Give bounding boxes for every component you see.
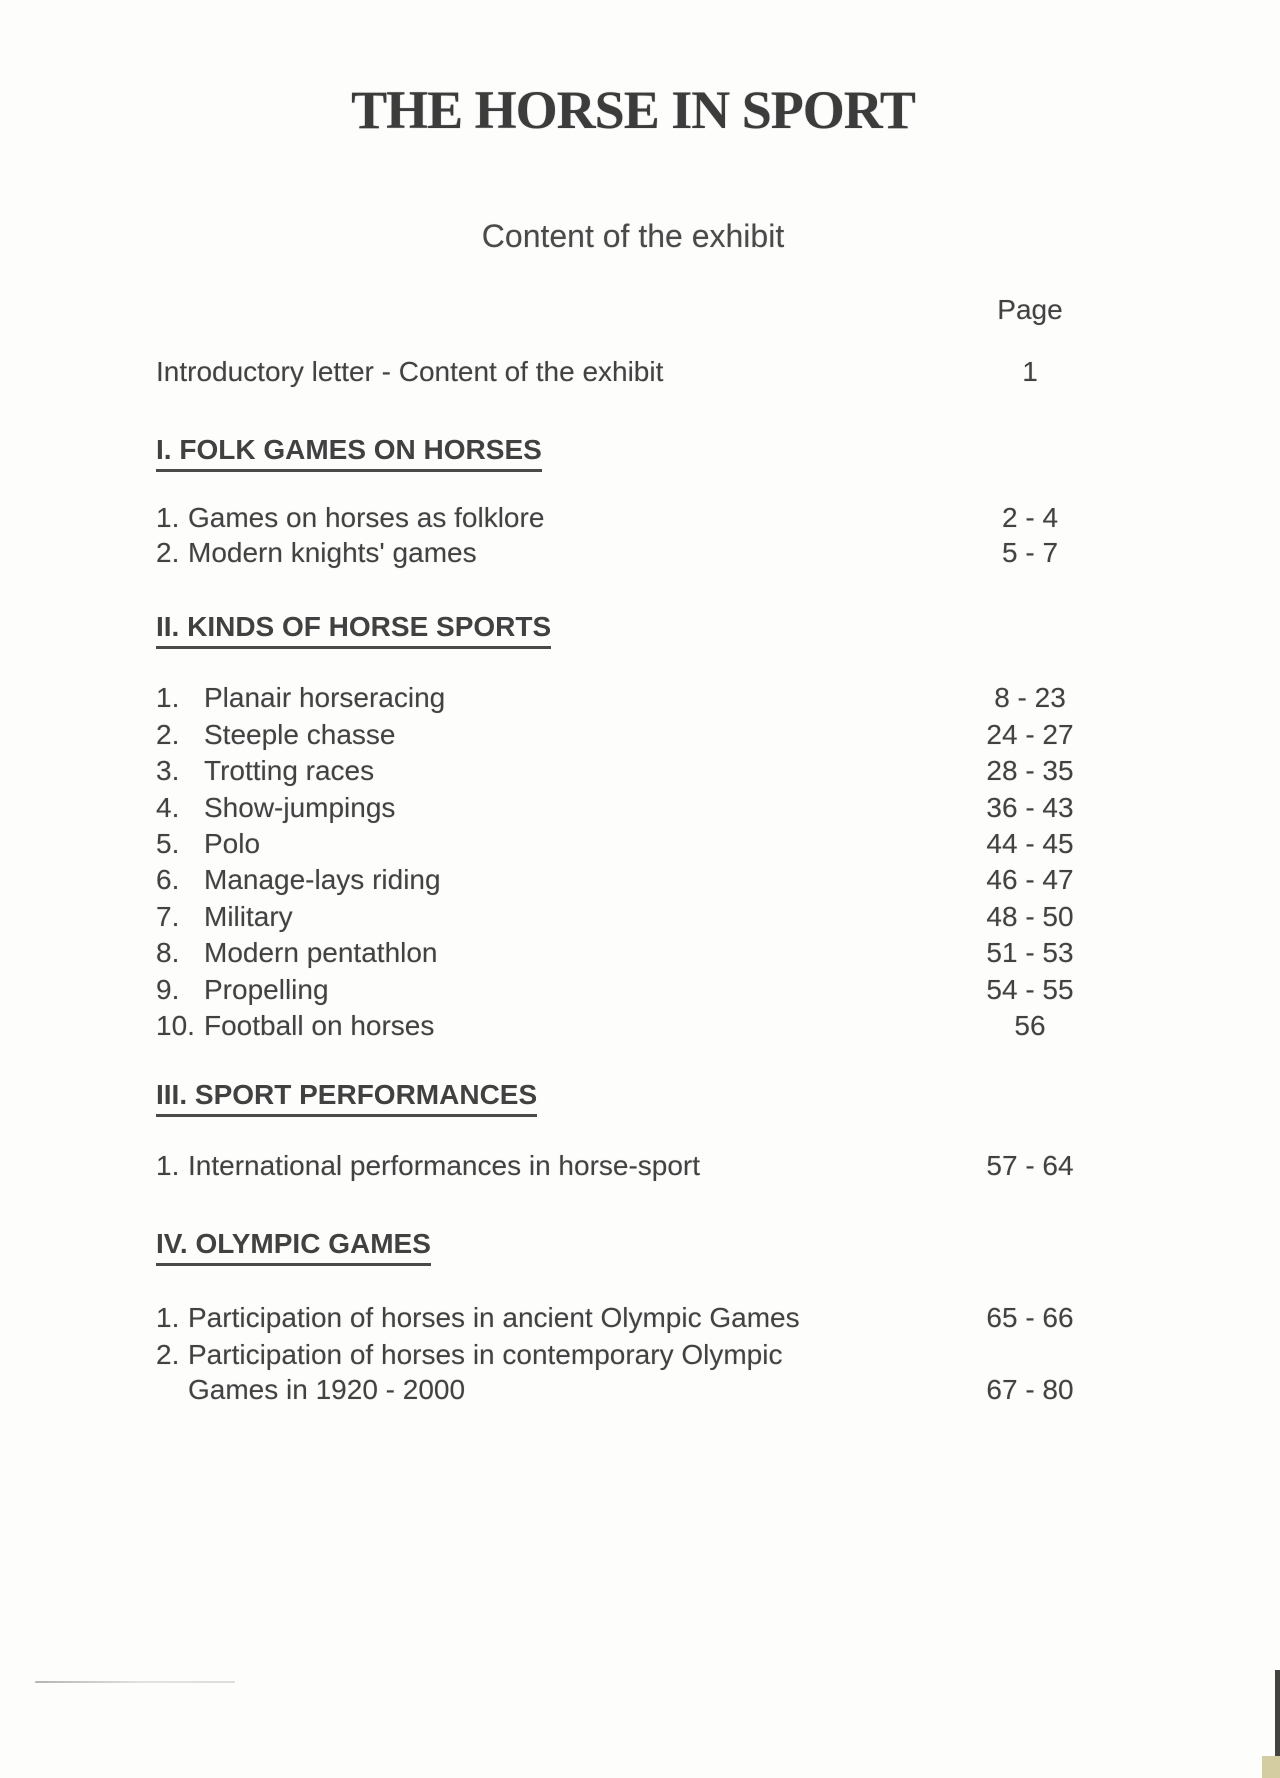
toc-entry-label: Trotting races — [204, 755, 375, 786]
toc-row — [0, 900, 1280, 934]
toc-row — [0, 1338, 1280, 1372]
toc-row — [0, 936, 1280, 970]
toc-row-intro — [0, 355, 1280, 389]
item-number: 2. — [156, 537, 180, 568]
toc-entry-pages: 24 - 27 — [986, 719, 1074, 750]
toc-entry-label: Modern pentathlon — [204, 937, 438, 968]
item-number: 8. — [156, 937, 180, 968]
toc-entry-pages: 8 - 23 — [994, 682, 1066, 713]
item-number: 1. — [156, 1150, 180, 1181]
section-heading-sport-performances: III. SPORT PERFORMANCES — [156, 1078, 537, 1112]
item-number: 3. — [156, 755, 180, 786]
document-subtitle: Content of the exhibit — [481, 218, 785, 254]
toc-entry-label: Participation of horses in ancient Olympic Games — [188, 1302, 800, 1333]
toc-row — [0, 754, 1280, 788]
toc-entry-pages: 57 - 64 — [986, 1150, 1074, 1181]
toc-row — [0, 827, 1280, 861]
toc-entry-pages: 67 - 80 — [986, 1374, 1074, 1405]
toc-entry-label: Military — [204, 901, 293, 932]
section-heading-folk-games: I. FOLK GAMES ON HORSES — [156, 433, 542, 467]
toc-row — [0, 718, 1280, 752]
section-heading-olympic-games: IV. OLYMPIC GAMES — [156, 1227, 431, 1261]
toc-entry-label: Steeple chasse — [204, 719, 396, 750]
item-number: 9. — [156, 974, 180, 1005]
item-number: 1. — [156, 502, 180, 533]
toc-row — [0, 1009, 1280, 1043]
scan-smudge-artifact — [35, 1681, 235, 1683]
toc-entry-pages: 51 - 53 — [986, 937, 1074, 968]
item-number: 7. — [156, 901, 180, 932]
toc-entry-pages: 28 - 35 — [986, 755, 1074, 786]
toc-entry-label: Polo — [204, 828, 261, 859]
page-column-header-row — [0, 293, 1280, 327]
toc-entry-pages: 54 - 55 — [986, 974, 1074, 1005]
toc-entry-label: Show-jumpings — [204, 792, 396, 823]
item-number: 1. — [156, 1302, 180, 1333]
item-number: 1. — [156, 682, 180, 713]
item-number: 10. — [156, 1010, 195, 1041]
toc-entry-label-continued: Games in 1920 - 2000 — [188, 1374, 466, 1405]
toc-entry-label: Modern knights' games — [188, 537, 477, 568]
toc-entry-label: Manage-lays riding — [204, 864, 441, 895]
scan-corner-artifact — [1262, 1756, 1280, 1778]
item-number: 5. — [156, 828, 180, 859]
toc-row — [0, 973, 1280, 1007]
toc-row — [0, 681, 1280, 715]
toc-row — [0, 863, 1280, 897]
toc-entry-pages: 2 - 4 — [1001, 502, 1059, 533]
toc-entry-pages: 56 — [1014, 1010, 1046, 1041]
toc-row — [0, 791, 1280, 825]
toc-row — [0, 1301, 1280, 1335]
toc-entry-label: International performances in horse-sport — [188, 1150, 701, 1181]
item-number: 6. — [156, 864, 180, 895]
toc-entry-pages: 65 - 66 — [986, 1302, 1074, 1333]
toc-entry-pages: 44 - 45 — [986, 828, 1074, 859]
toc-entry-label: Propelling — [204, 974, 329, 1005]
toc-row — [0, 536, 1280, 570]
section-heading-kinds-of-horse-sports: II. KINDS OF HORSE SPORTS — [156, 610, 551, 644]
toc-row — [0, 501, 1280, 535]
document-title: THE HORSE IN SPORT — [351, 80, 915, 140]
page-column-header: Page — [997, 294, 1063, 325]
toc-entry-label: Games on horses as folklore — [188, 502, 545, 533]
item-number: 4. — [156, 792, 180, 823]
toc-entry-label: Participation of horses in contemporary Olympic — [188, 1339, 783, 1370]
toc-entry-pages: 5 - 7 — [1001, 537, 1059, 568]
toc-row — [0, 1149, 1280, 1183]
toc-entry-pages: 36 - 43 — [986, 792, 1074, 823]
item-number: 2. — [156, 719, 180, 750]
toc-row-wrapped-line — [0, 1373, 1280, 1407]
toc-entry-pages: 1 — [1022, 356, 1038, 387]
item-number: 2. — [156, 1339, 180, 1370]
toc-entry-pages: 48 - 50 — [986, 901, 1074, 932]
toc-entry-label: Football on horses — [204, 1010, 435, 1041]
toc-entry-pages: 46 - 47 — [986, 864, 1074, 895]
toc-entry-label: Planair horseracing — [204, 682, 446, 713]
toc-entry-label: Introductory letter - Content of the exhibit — [156, 356, 664, 387]
